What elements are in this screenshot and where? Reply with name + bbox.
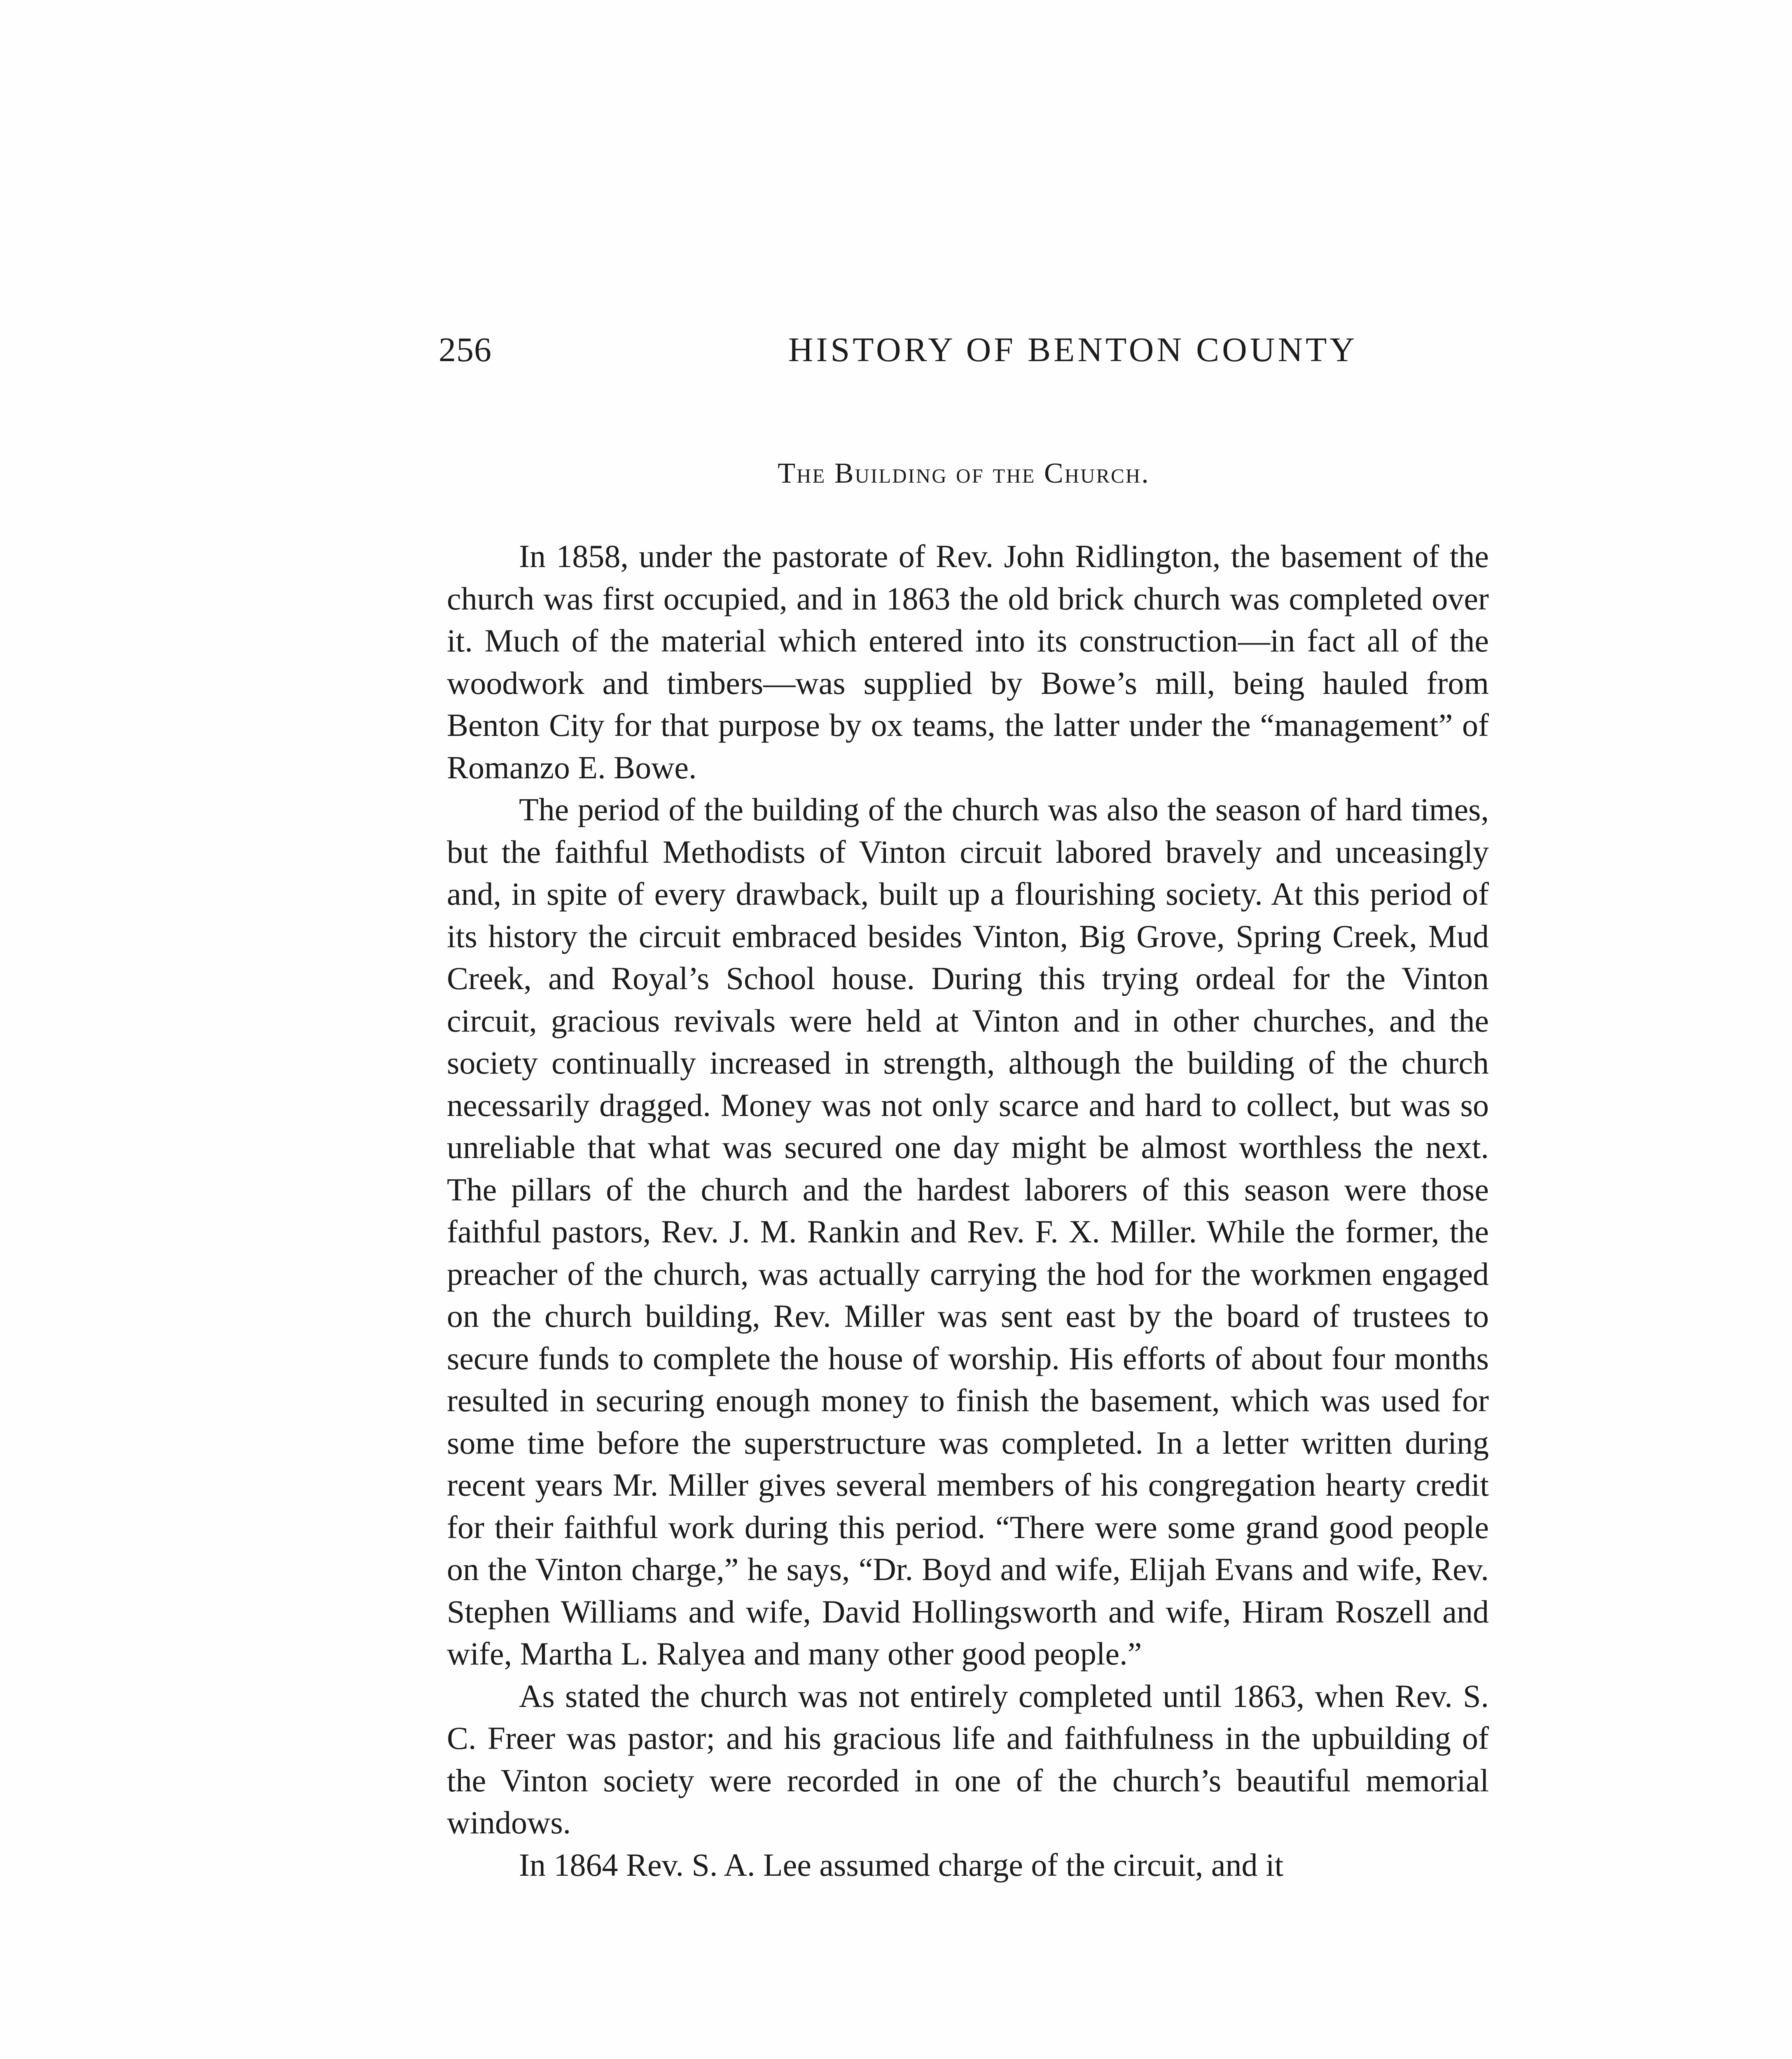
book-title: HISTORY OF BENTON COUNTY xyxy=(788,331,1358,369)
running-head xyxy=(439,325,1489,375)
paragraph: In 1858, under the pastorate of Rev. John Ridlington, the basement of the church was first occupied, and in 1863 the old brick church was completed over it. Much of the material which entered into its construction—in fact all of the woodwork and timbers—was supplied by Bowe’s mill, being hauled from Benton City for that purpose by ox teams, the latter under the “management” of Romanzo E. Bowe. xyxy=(447,538,1489,785)
paragraph: In 1864 Rev. S. A. Lee assumed charge of the circuit, and it xyxy=(519,1847,1284,1883)
body-text xyxy=(447,535,1489,1886)
paragraph: The period of the building of the church was also the season of hard times, but the faithful Methodists of Vinton circuit labored bravely and unceasingly and, in spite of every drawback, built up a flourishing society. At this period of its history the circuit embraced besides Vinton, Big Grove, Spring Creek, Mud Creek, and Royal’s School house. During this trying ordeal for the Vinton circuit, gracious revivals were held at Vinton and in other churches, and the society continually increased in strength, although the building of the church necessarily dragged. Money was not only scarce and hard to collect, but was so unreliable that what was secured one day might be almost worthless the next. The pillars of the church and the hardest laborers of this season were those faithful pastors, Rev. J. M. Rankin and Rev. F. X. Miller. While the former, the preacher of the church, was actually carrying the hod for the workmen engaged on the church building, Rev. Miller was sent east by the board of trustees to secure funds to complete the house of worship. His efforts of about four months resulted in securing enough money to finish the basement, which was used for some time before the superstructure was completed. In a letter written during recent years Mr. Miller gives several members of his congregation hearty credit for their faithful work during this period. “There were some grand good people on the Vinton charge,” he says, “Dr. Boyd and wife, Elijah Evans and wife, Rev. Stephen Williams and wife, David Hollingsworth and wife, Hiram Roszell and wife, Martha L. Ralyea and many other good people.” xyxy=(447,791,1489,1671)
paragraph: As stated the church was not entirely completed until 1863, when Rev. S. C. Freer was pastor; and his gracious life and faithfulness in the upbuilding of the Vinton society were recorded in one of the church’s beautiful memorial windows. xyxy=(447,1678,1489,1840)
page-number: 256 xyxy=(439,331,492,369)
section-heading: The Building of the Church. xyxy=(778,458,1150,489)
